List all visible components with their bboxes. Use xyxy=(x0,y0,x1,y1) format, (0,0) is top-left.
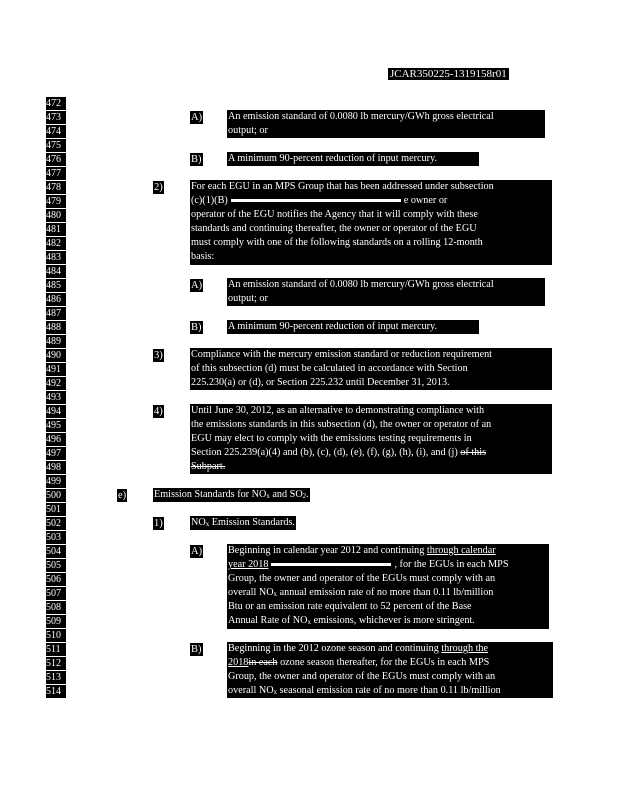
text-line xyxy=(154,488,309,502)
line-number: 512 xyxy=(46,657,66,670)
line-number: 513 xyxy=(46,671,66,684)
line-number: 514 xyxy=(46,685,66,698)
deleted-text: Subpart. xyxy=(191,461,226,473)
text-line: standards and continuing thereafter, the owner or operator of the EGU xyxy=(191,223,477,235)
line-number: 495 xyxy=(46,419,66,432)
text-line xyxy=(228,558,548,572)
text-segment: Emission Standards. xyxy=(209,517,295,528)
paragraph-e1A xyxy=(227,544,549,629)
text-line: A minimum 90-percent reduction of input mercury. xyxy=(228,153,437,164)
deleted-text: of this xyxy=(460,447,487,459)
section-e-title xyxy=(153,488,310,502)
text-segment: . xyxy=(306,489,309,500)
text-line: output; or xyxy=(228,293,268,305)
line-number: 503 xyxy=(46,531,66,544)
subscript: x xyxy=(205,520,210,528)
inserted-text: year 2018 xyxy=(228,559,269,571)
text-line: Until June 30, 2012, as an alternative to demonstrating compliance with xyxy=(191,405,485,416)
text-segment: Beginning in calendar year 2012 and continuing xyxy=(228,545,427,556)
text-line: Btu or an emission rate equivalent to 52 percent of the Base xyxy=(228,601,472,613)
text-line: Group, the owner and operator of the EGUs must comply with an xyxy=(228,573,496,585)
line-number: 494 xyxy=(46,405,66,418)
text-line xyxy=(228,642,552,656)
line-number: 507 xyxy=(46,587,66,600)
line-number: 475 xyxy=(46,139,66,152)
line-number: 483 xyxy=(46,251,66,264)
text-line: An emission standard of 0.0080 lb mercury/GWh gross electrical xyxy=(228,279,494,290)
subscript: x xyxy=(273,688,278,697)
text-segment: overall NO xyxy=(228,587,274,599)
line-number: 476 xyxy=(46,153,66,166)
paragraph-1B xyxy=(227,152,479,166)
paragraph-e1B xyxy=(227,642,553,698)
text-segment: , for the EGUs in each MPS xyxy=(394,559,509,571)
item-label-2A: A) xyxy=(191,280,203,291)
inserted-text: 2018 xyxy=(228,657,249,669)
line-number: 510 xyxy=(46,629,66,642)
paragraph-3 xyxy=(190,348,552,390)
line-number: 486 xyxy=(46,293,66,306)
text-segment: Emission Standards for NO xyxy=(154,489,267,500)
text-segment: ozone season thereafter, for the EGUs in each MPS xyxy=(277,657,490,669)
line-number: 505 xyxy=(46,559,66,572)
paragraph-2A xyxy=(227,278,545,306)
text-line xyxy=(228,684,552,698)
redaction-mark xyxy=(231,199,401,202)
text-line: of this subsection (d) must be calculated in accordance with Section xyxy=(191,363,468,375)
line-number: 479 xyxy=(46,195,66,208)
inserted-text: through the xyxy=(441,643,489,654)
line-number: 488 xyxy=(46,321,66,334)
line-number: 478 xyxy=(46,181,66,194)
redaction-mark xyxy=(271,563,391,566)
line-number: 487 xyxy=(46,307,66,320)
line-number: 481 xyxy=(46,223,66,236)
section-label-e: e) xyxy=(118,490,127,501)
item-label-4: 4) xyxy=(154,406,163,417)
item-label-2B: B) xyxy=(191,322,202,333)
line-number: 502 xyxy=(46,517,66,530)
paragraph-2B xyxy=(227,320,479,334)
subscript: x xyxy=(307,618,312,627)
text-line xyxy=(228,614,548,628)
line-number: 501 xyxy=(46,503,66,516)
paragraph-1A xyxy=(227,110,545,138)
text-line: must comply with one of the following standards on a rolling 12-month xyxy=(191,237,483,249)
deleted-text: in each xyxy=(248,657,278,669)
text-segment: emissions, whichever is more stringent. xyxy=(311,615,475,627)
text-line xyxy=(191,194,551,208)
text-segment: Section 225.239(a)(4) and (b), (c), (d), (e), (f), (g), (h), (i), and (j) xyxy=(191,447,458,459)
line-number: 508 xyxy=(46,601,66,614)
text-line xyxy=(228,656,552,670)
line-number: 491 xyxy=(46,363,66,376)
inserted-text: through calendar xyxy=(426,545,496,556)
line-number: 492 xyxy=(46,377,66,390)
subscript: 2 xyxy=(302,492,307,500)
line-number: 490 xyxy=(46,349,66,362)
paragraph-4 xyxy=(190,404,552,474)
line-number: 480 xyxy=(46,209,66,222)
item-label-1B: B) xyxy=(191,154,202,165)
line-number: 477 xyxy=(46,167,66,180)
paragraph-2 xyxy=(190,180,552,265)
subscript: x xyxy=(273,590,278,599)
text-line: An emission standard of 0.0080 lb mercury/GWh gross electrical xyxy=(228,111,494,122)
line-number: 489 xyxy=(46,335,66,348)
text-segment: and SO xyxy=(269,489,303,500)
document-id: JCAR350225-1319158r01 xyxy=(390,68,507,80)
line-number: 497 xyxy=(46,447,66,460)
item-label-1A: A) xyxy=(191,112,203,123)
text-line xyxy=(228,586,548,600)
subscript: x xyxy=(266,492,270,500)
line-number: 509 xyxy=(46,615,66,628)
text-line: basis: xyxy=(191,251,215,263)
text-line: operator of the EGU notifies the Agency that it will comply with these xyxy=(191,209,478,221)
line-number: 472 xyxy=(46,97,66,110)
text-line: the emissions standards in this subsection (d), the owner or operator of an xyxy=(191,419,492,431)
line-number: 500 xyxy=(46,489,66,502)
text-line xyxy=(191,516,295,530)
text-line: A minimum 90-percent reduction of input mercury. xyxy=(228,321,437,332)
item-label-3: 3) xyxy=(154,350,163,361)
text-line xyxy=(228,544,548,558)
item-label-2: 2) xyxy=(154,182,163,193)
text-segment: annual emission rate of no more than 0.11 lb/million xyxy=(277,587,494,599)
line-number: 506 xyxy=(46,573,66,586)
text-line: Group, the owner and operator of the EGUs must comply with an xyxy=(228,671,496,683)
line-number: 474 xyxy=(46,125,66,138)
item-e1-title xyxy=(190,516,296,530)
text-line xyxy=(191,460,251,474)
text-segment: Annual Rate of NO xyxy=(228,615,308,627)
text-segment: seasonal emission rate of no more than 0.11 lb/million xyxy=(277,685,501,697)
line-number: 498 xyxy=(46,461,66,474)
item-label-e1A: A) xyxy=(191,546,203,557)
line-number: 482 xyxy=(46,237,66,250)
line-number: 473 xyxy=(46,111,66,124)
item-label-e1: 1) xyxy=(154,518,163,529)
line-number: 484 xyxy=(46,265,66,278)
text-segment: NO xyxy=(191,517,206,528)
text-segment: e owner or xyxy=(403,195,448,207)
item-label-e1B: B) xyxy=(191,644,202,655)
line-number: 511 xyxy=(46,643,66,656)
text-segment: overall NO xyxy=(228,685,274,697)
line-number: 485 xyxy=(46,279,66,292)
text-segment: (c)(1)(B) xyxy=(191,195,228,207)
text-line: EGU may elect to comply with the emissions testing requirements in xyxy=(191,433,472,445)
line-number: 499 xyxy=(46,475,66,488)
text-line: output; or xyxy=(228,125,268,137)
text-line xyxy=(191,446,551,460)
text-line: For each EGU in an MPS Group that has been addressed under subsection xyxy=(191,181,494,192)
line-number: 504 xyxy=(46,545,66,558)
text-line: Compliance with the mercury emission standard or reduction requirement xyxy=(191,349,493,360)
text-segment: Beginning in the 2012 ozone season and continuing xyxy=(228,643,442,654)
line-number: 493 xyxy=(46,391,66,404)
line-number: 496 xyxy=(46,433,66,446)
text-line: 225.230(a) or (d), or Section 225.232 until December 31, 2013. xyxy=(191,377,450,389)
